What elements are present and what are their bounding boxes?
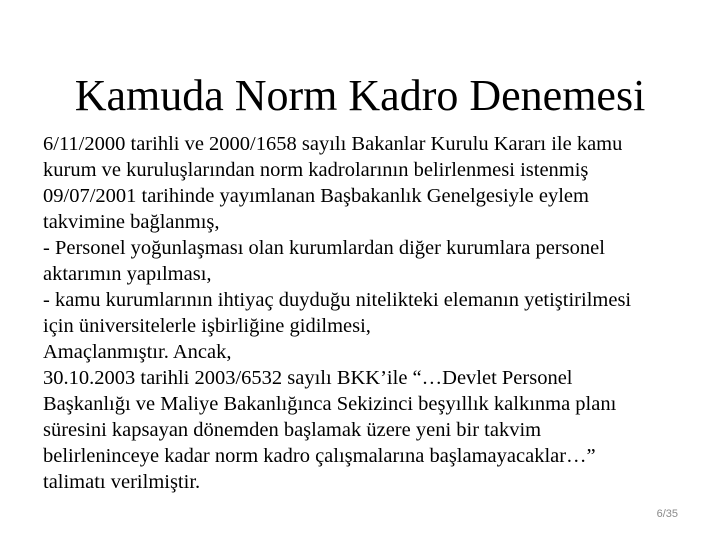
body-line: kurum ve kuruluşlarından norm kadrolarının belirlenmesi istenmiş (43, 159, 589, 181)
body-line: süresini kapsayan dönemden başlamak üzere yeni bir takvim (43, 419, 542, 441)
body-line: takvimine bağlanmış, (43, 211, 220, 233)
body-line: talimatı verilmiştir. (43, 471, 201, 493)
slide-body (43, 131, 693, 495)
body-line: 09/07/2001 tarihinde yayımlanan Başbakanlık Genelgesiyle eylem (43, 185, 589, 207)
page-number: 6/35 (656, 508, 678, 520)
body-line: - kamu kurumlarının ihtiyaç duyduğu nitelikteki elemanın yetiştirilmesi (43, 289, 632, 311)
body-line: aktarımın yapılması, (43, 263, 212, 285)
slide-title: Kamuda Norm Kadro Denemesi (74, 71, 646, 120)
body-line: 6/11/2000 tarihli ve 2000/1658 sayılı Bakanlar Kurulu Kararı ile kamu (43, 133, 623, 155)
body-line: - Personel yoğunlaşması olan kurumlardan diğer kurumlara personel (43, 237, 605, 259)
body-line: için üniversitelerle işbirliğine gidilmesi, (43, 315, 371, 337)
body-line: Amaçlanmıştır. Ancak, (43, 341, 232, 363)
body-line: Başkanlığı ve Maliye Bakanlığınca Sekizinci beşyıllık kalkınma planı (43, 393, 617, 415)
body-line: 30.10.2003 tarihli 2003/6532 sayılı BKK’ile “…Devlet Personel (43, 367, 573, 389)
body-line: belirleninceye kadar norm kadro çalışmalarına başlamayacaklar…” (43, 445, 596, 467)
